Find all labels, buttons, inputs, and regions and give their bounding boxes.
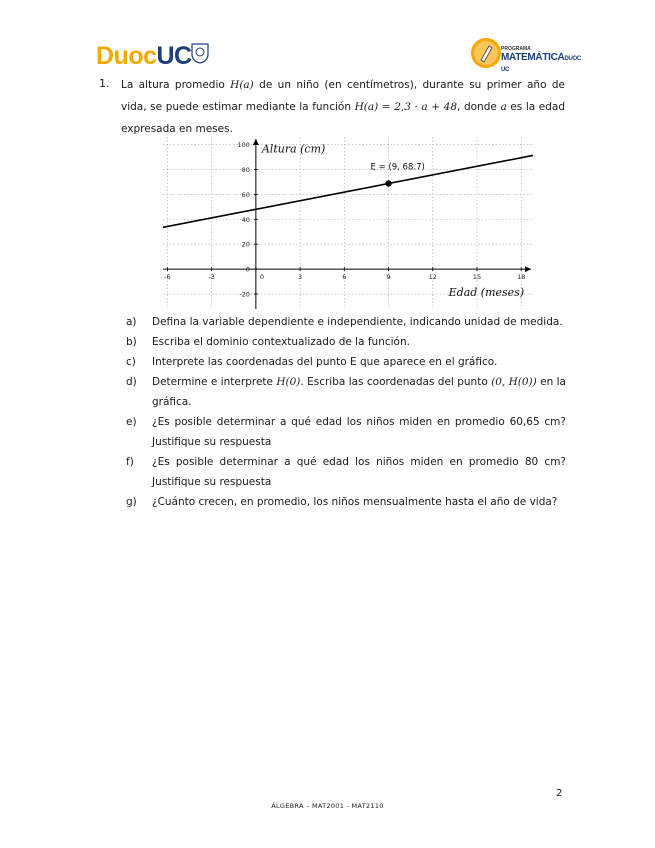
item-text: ¿Es posible determinar a qué edad los niños miden en promedio 60,65 cm? Justifique su respuesta xyxy=(152,416,566,448)
sub-question-c xyxy=(126,352,566,372)
function-symbol: H(a) xyxy=(230,79,254,91)
question-text-1: La altura promedio xyxy=(121,79,231,91)
variable-symbol: a xyxy=(500,101,507,113)
x-tick-label: 12 xyxy=(428,273,437,282)
function-line xyxy=(163,155,533,227)
x-tick-label: 9 xyxy=(386,273,391,282)
sub-question-d xyxy=(126,372,566,412)
item-text: Defina la variable dependiente e independiente, indicando unidad de medida. xyxy=(152,316,563,328)
x-tick-label: -6 xyxy=(164,273,171,282)
logo-matematica-main: MATEMÁTICA xyxy=(501,52,565,63)
logo-matematica-text xyxy=(501,52,581,74)
sub-question-a xyxy=(126,312,566,332)
item-text-pre: Determine e interprete xyxy=(152,376,277,388)
logo-programa-text: PROGRAMA xyxy=(501,46,531,52)
duoc-uc-logo xyxy=(96,42,192,71)
y-tick-label: 100 xyxy=(237,140,250,149)
item-label: d) xyxy=(126,376,137,388)
item-text: Escriba el dominio contextualizado de la función. xyxy=(152,336,410,348)
item-text: ¿Cuánto crecen, en promedio, los niños mensualmente hasta el año de vida? xyxy=(152,496,558,508)
item-text: Interprete las coordenadas del punto E que aparece en el gráfico. xyxy=(152,356,498,368)
y-tick-label: 0 xyxy=(245,265,250,274)
sub-question-b xyxy=(126,332,566,352)
sub-question-list xyxy=(126,312,566,512)
point-e-label: E = (9, 68.7) xyxy=(370,162,425,173)
function-formula: H(a) = 2,3 · a + 48 xyxy=(354,101,458,113)
x-tick-label: 3 xyxy=(298,273,303,282)
x-tick-label: -3 xyxy=(208,273,215,282)
page-footer: ÁLGEBRA – MAT2001 - MAT2110 xyxy=(271,802,384,810)
x-tick-label: 15 xyxy=(472,273,482,282)
x-tick-label: 6 xyxy=(342,273,347,282)
x-axis-label: Edad (meses) xyxy=(448,286,525,300)
item-label: c) xyxy=(126,356,136,368)
item-text: ¿Es posible determinar a qué edad los niños miden en promedio 80 cm? Justifique su respuesta xyxy=(152,456,566,488)
y-tick-label: 20 xyxy=(241,240,250,249)
logo-pencil-icon xyxy=(471,38,501,68)
university-seal-icon xyxy=(190,42,210,64)
sub-question-e xyxy=(126,412,566,452)
logo-duoc-text: Duoc xyxy=(96,42,157,70)
sub-question-f xyxy=(126,452,566,492)
y-tick-label: 80 xyxy=(241,165,250,174)
sub-question-g xyxy=(126,492,566,512)
x-tick-label-origin: 0 xyxy=(259,273,265,282)
logo-duoc-suffix: DUOC UC xyxy=(501,56,581,73)
y-tick-label: 40 xyxy=(241,215,250,224)
item-math-h0: H(0) xyxy=(276,376,301,388)
item-text-post: en la gráfica. xyxy=(152,376,566,408)
point-e xyxy=(385,180,391,186)
item-label: a) xyxy=(126,316,137,328)
x-tick-label: 18 xyxy=(517,273,526,282)
y-tick-label: 60 xyxy=(241,190,250,199)
question-statement xyxy=(121,74,565,140)
question-number: 1. xyxy=(99,77,110,90)
logo-uc-text: UC xyxy=(156,42,192,70)
item-label: g) xyxy=(126,496,137,508)
question-text-2: de un niño (en centímetros), durante su primer año de vida, se puede estimar mediante la función xyxy=(121,79,565,113)
y-axis-label: Altura (cm) xyxy=(261,142,326,156)
function-graph xyxy=(163,137,533,309)
question-text-4: es la edad expresada en meses. xyxy=(121,101,565,135)
item-label: f) xyxy=(126,456,134,468)
item-label: b) xyxy=(126,336,137,348)
question-text-3: , donde xyxy=(457,101,501,113)
item-text-mid: . Escriba las coordenadas del punto xyxy=(300,376,492,388)
y-tick-label: -20 xyxy=(239,290,250,299)
page-number: 2 xyxy=(556,788,563,799)
x-axis-arrow xyxy=(525,266,531,272)
item-label: e) xyxy=(126,416,137,428)
programa-matematica-logo xyxy=(471,38,581,73)
item-math-point: (0, H(0)) xyxy=(491,376,537,388)
